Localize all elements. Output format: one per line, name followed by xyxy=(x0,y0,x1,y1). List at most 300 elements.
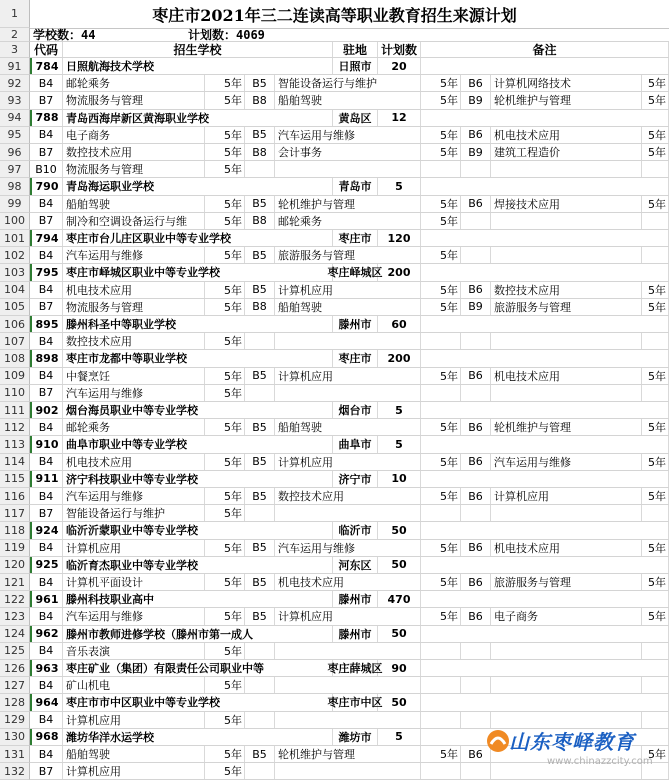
school-plan[interactable]: 12 xyxy=(378,110,421,126)
major-code[interactable]: B7 xyxy=(30,763,63,779)
row-number[interactable]: 129 xyxy=(0,712,30,729)
major-name[interactable] xyxy=(491,213,642,229)
major-code[interactable] xyxy=(461,505,491,521)
school-location[interactable]: 枣庄市 xyxy=(333,350,378,366)
school-code[interactable]: 795 xyxy=(30,264,63,280)
major-name[interactable]: 汽车运用与维修 xyxy=(63,385,205,401)
school-location[interactable]: 曲阜市 xyxy=(333,436,378,452)
major-code[interactable]: B4 xyxy=(30,454,63,470)
school-remark[interactable] xyxy=(421,264,669,280)
major-years[interactable]: 5年 xyxy=(205,488,245,504)
major-code[interactable]: B4 xyxy=(30,368,63,384)
major-years[interactable] xyxy=(642,247,669,263)
major-code[interactable]: B4 xyxy=(30,488,63,504)
school-location[interactable]: 烟台市 xyxy=(333,402,378,418)
major-years[interactable]: 5年 xyxy=(205,333,245,349)
major-name[interactable]: 汽车运用与维修 xyxy=(63,608,205,624)
major-code[interactable]: B9 xyxy=(461,144,491,160)
major-name[interactable]: 船舶驾驶 xyxy=(275,419,421,435)
row-number[interactable]: 109 xyxy=(0,368,30,385)
major-years[interactable]: 5年 xyxy=(205,144,245,160)
school-code[interactable]: 895 xyxy=(30,316,63,332)
major-name[interactable] xyxy=(491,643,642,659)
major-code[interactable]: B6 xyxy=(461,574,491,590)
school-location[interactable]: 枣庄市中区 xyxy=(333,694,378,710)
row-number[interactable]: 130 xyxy=(0,729,30,746)
major-name[interactable]: 轮机维护与管理 xyxy=(491,92,642,108)
major-code[interactable] xyxy=(461,161,491,177)
major-name[interactable]: 建筑工程造价 xyxy=(491,144,642,160)
major-years[interactable]: 5年 xyxy=(642,127,669,143)
major-name[interactable]: 船舶驾驶 xyxy=(275,92,421,108)
school-name[interactable]: 曲阜市职业中等专业学校 xyxy=(63,436,333,452)
school-name[interactable]: 枣庄市峄城区职业中等专业学校 xyxy=(63,264,333,280)
major-years[interactable]: 5年 xyxy=(642,282,669,298)
school-plan[interactable]: 5 xyxy=(378,729,421,745)
school-code[interactable]: 790 xyxy=(30,178,63,194)
row-number[interactable]: 112 xyxy=(0,419,30,436)
row-number[interactable]: 114 xyxy=(0,454,30,471)
school-name[interactable]: 滕州科技职业高中 xyxy=(63,591,333,607)
major-years[interactable]: 5年 xyxy=(421,127,461,143)
school-name[interactable]: 枣庄市龙都中等职业学校 xyxy=(63,350,333,366)
major-name[interactable]: 旅游服务与管理 xyxy=(491,299,642,315)
major-name[interactable] xyxy=(491,385,642,401)
major-name[interactable]: 计算机应用 xyxy=(63,540,205,556)
major-name[interactable]: 汽车运用与维修 xyxy=(63,247,205,263)
major-code[interactable]: B4 xyxy=(30,333,63,349)
major-name[interactable]: 旅游服务与管理 xyxy=(275,247,421,263)
major-years[interactable]: 5年 xyxy=(205,213,245,229)
school-location[interactable]: 枣庄市 xyxy=(333,230,378,246)
row-number[interactable]: 120 xyxy=(0,557,30,574)
school-name[interactable]: 青岛西海岸新区黄海职业学校 xyxy=(63,110,333,126)
school-remark[interactable] xyxy=(421,694,669,710)
row-number[interactable]: 124 xyxy=(0,626,30,643)
major-code[interactable]: B5 xyxy=(245,196,275,212)
major-years[interactable]: 5年 xyxy=(205,763,245,779)
major-years[interactable] xyxy=(421,505,461,521)
major-code[interactable]: B9 xyxy=(461,299,491,315)
major-years[interactable]: 5年 xyxy=(421,282,461,298)
row-number[interactable]: 127 xyxy=(0,677,30,694)
major-years[interactable] xyxy=(421,677,461,693)
major-code[interactable]: B4 xyxy=(30,282,63,298)
school-remark[interactable] xyxy=(421,436,669,452)
major-years[interactable]: 5年 xyxy=(421,746,461,762)
major-name[interactable]: 计算机应用 xyxy=(275,282,421,298)
major-name[interactable]: 智能设备运行与维护 xyxy=(275,75,421,91)
major-code[interactable]: B4 xyxy=(30,196,63,212)
major-name[interactable]: 计算机应用 xyxy=(275,368,421,384)
major-name[interactable] xyxy=(275,505,421,521)
school-code[interactable]: 784 xyxy=(30,58,63,74)
row-number[interactable]: 3 xyxy=(0,42,30,58)
major-code[interactable]: B6 xyxy=(461,75,491,91)
major-years[interactable]: 5年 xyxy=(205,505,245,521)
major-code[interactable]: B6 xyxy=(461,746,491,762)
row-number[interactable]: 94 xyxy=(0,110,30,127)
major-name[interactable]: 计算机应用 xyxy=(275,454,421,470)
major-years[interactable] xyxy=(421,385,461,401)
school-location[interactable]: 潍坊市 xyxy=(333,729,378,745)
school-remark[interactable] xyxy=(421,230,669,246)
major-name[interactable] xyxy=(275,712,421,728)
major-years[interactable]: 5年 xyxy=(421,213,461,229)
major-code[interactable]: B5 xyxy=(245,419,275,435)
major-years[interactable]: 5年 xyxy=(421,574,461,590)
major-code[interactable]: B4 xyxy=(30,712,63,728)
school-plan[interactable]: 50 xyxy=(378,557,421,573)
major-code[interactable]: B6 xyxy=(461,540,491,556)
major-name[interactable]: 计算机应用 xyxy=(275,608,421,624)
major-code[interactable]: B8 xyxy=(245,92,275,108)
major-code[interactable]: B7 xyxy=(30,505,63,521)
row-number[interactable]: 105 xyxy=(0,299,30,316)
major-code[interactable]: B8 xyxy=(245,144,275,160)
school-location[interactable]: 青岛市 xyxy=(333,178,378,194)
school-location[interactable]: 河东区 xyxy=(333,557,378,573)
major-years[interactable]: 5年 xyxy=(205,608,245,624)
major-code[interactable]: B5 xyxy=(245,127,275,143)
major-code[interactable]: B4 xyxy=(30,677,63,693)
major-code[interactable]: B7 xyxy=(30,92,63,108)
row-number[interactable]: 95 xyxy=(0,127,30,144)
major-code[interactable] xyxy=(461,385,491,401)
major-name[interactable] xyxy=(491,247,642,263)
school-name[interactable]: 滕州市教师进修学校（滕州市第一成人 xyxy=(63,626,333,642)
major-code[interactable]: B5 xyxy=(245,540,275,556)
major-code[interactable] xyxy=(245,712,275,728)
major-code[interactable]: B8 xyxy=(245,299,275,315)
major-name[interactable]: 计算机应用 xyxy=(63,763,205,779)
school-plan[interactable]: 60 xyxy=(378,316,421,332)
major-name[interactable]: 汽车运用与维修 xyxy=(275,127,421,143)
major-years[interactable] xyxy=(421,333,461,349)
major-code[interactable] xyxy=(245,643,275,659)
major-years[interactable] xyxy=(642,643,669,659)
major-name[interactable]: 电子商务 xyxy=(63,127,205,143)
row-number[interactable]: 131 xyxy=(0,746,30,763)
row-number[interactable]: 1 xyxy=(0,0,30,28)
school-plan[interactable]: 50 xyxy=(378,694,421,710)
major-years[interactable]: 5年 xyxy=(205,161,245,177)
major-name[interactable]: 矿山机电 xyxy=(63,677,205,693)
major-years[interactable]: 5年 xyxy=(421,368,461,384)
school-location[interactable]: 枣庄峄城区 xyxy=(333,264,378,280)
major-years[interactable]: 5年 xyxy=(642,574,669,590)
school-location[interactable]: 滕州市 xyxy=(333,316,378,332)
major-name[interactable]: 数控技术应用 xyxy=(491,282,642,298)
school-name[interactable]: 青岛海运职业学校 xyxy=(63,178,333,194)
major-years[interactable]: 5年 xyxy=(205,574,245,590)
major-name[interactable]: 邮轮乘务 xyxy=(63,75,205,91)
row-number[interactable]: 93 xyxy=(0,92,30,109)
major-name[interactable]: 焊接技术应用 xyxy=(491,196,642,212)
major-name[interactable]: 电子商务 xyxy=(491,608,642,624)
major-name[interactable]: 机电技术应用 xyxy=(63,454,205,470)
school-plan[interactable]: 20 xyxy=(378,58,421,74)
school-name[interactable]: 临沂育杰职业中等专业学校 xyxy=(63,557,333,573)
major-name[interactable]: 船舶驾驶 xyxy=(63,746,205,762)
major-name[interactable]: 会计事务 xyxy=(275,144,421,160)
major-name[interactable]: 音乐表演 xyxy=(63,643,205,659)
row-number[interactable]: 126 xyxy=(0,660,30,677)
major-years[interactable]: 5年 xyxy=(642,75,669,91)
major-name[interactable]: 船舶驾驶 xyxy=(63,196,205,212)
row-number[interactable]: 116 xyxy=(0,488,30,505)
major-years[interactable]: 5年 xyxy=(421,419,461,435)
major-name[interactable]: 轮机维护与管理 xyxy=(275,196,421,212)
school-plan[interactable]: 120 xyxy=(378,230,421,246)
major-years[interactable]: 5年 xyxy=(421,196,461,212)
school-remark[interactable] xyxy=(421,350,669,366)
school-plan[interactable]: 200 xyxy=(378,264,421,280)
major-name[interactable] xyxy=(491,333,642,349)
major-years[interactable] xyxy=(642,161,669,177)
row-number[interactable]: 132 xyxy=(0,763,30,780)
school-code[interactable]: 963 xyxy=(30,660,63,676)
major-name[interactable]: 机电技术应用 xyxy=(491,540,642,556)
major-years[interactable]: 5年 xyxy=(205,712,245,728)
row-number[interactable]: 117 xyxy=(0,505,30,522)
major-years[interactable]: 5年 xyxy=(642,608,669,624)
row-number[interactable]: 122 xyxy=(0,591,30,608)
major-code[interactable]: B10 xyxy=(30,161,63,177)
major-code[interactable] xyxy=(245,161,275,177)
major-name[interactable]: 旅游服务与管理 xyxy=(491,574,642,590)
major-code[interactable]: B6 xyxy=(461,488,491,504)
school-remark[interactable] xyxy=(421,178,669,194)
school-code[interactable]: 964 xyxy=(30,694,63,710)
major-years[interactable]: 5年 xyxy=(421,247,461,263)
school-remark[interactable] xyxy=(421,402,669,418)
school-code[interactable]: 902 xyxy=(30,402,63,418)
major-code[interactable]: B4 xyxy=(30,643,63,659)
major-years[interactable]: 5年 xyxy=(205,419,245,435)
major-years[interactable] xyxy=(642,333,669,349)
row-number[interactable]: 121 xyxy=(0,574,30,591)
row-number[interactable]: 102 xyxy=(0,247,30,264)
major-code[interactable]: B5 xyxy=(245,574,275,590)
major-years[interactable]: 5年 xyxy=(205,368,245,384)
school-plan[interactable]: 50 xyxy=(378,626,421,642)
row-number[interactable]: 96 xyxy=(0,144,30,161)
school-remark[interactable] xyxy=(421,591,669,607)
major-code[interactable]: B4 xyxy=(30,608,63,624)
row-number[interactable]: 98 xyxy=(0,178,30,195)
school-location[interactable]: 黄岛区 xyxy=(333,110,378,126)
major-code[interactable] xyxy=(245,505,275,521)
major-years[interactable] xyxy=(642,505,669,521)
school-location[interactable]: 滕州市 xyxy=(333,626,378,642)
row-number[interactable]: 113 xyxy=(0,436,30,453)
major-name[interactable] xyxy=(491,677,642,693)
school-remark[interactable] xyxy=(421,316,669,332)
school-code[interactable]: 911 xyxy=(30,471,63,487)
major-years[interactable]: 5年 xyxy=(642,540,669,556)
school-code[interactable]: 962 xyxy=(30,626,63,642)
major-years[interactable]: 5年 xyxy=(642,454,669,470)
major-years[interactable]: 5年 xyxy=(205,282,245,298)
major-name[interactable] xyxy=(275,763,421,779)
major-code[interactable]: B5 xyxy=(245,454,275,470)
school-name[interactable]: 枣庄市台儿庄区职业中等专业学校 xyxy=(63,230,333,246)
major-code[interactable]: B7 xyxy=(30,385,63,401)
major-code[interactable]: B8 xyxy=(245,213,275,229)
header-location[interactable]: 驻地 xyxy=(333,42,378,57)
school-name[interactable]: 枣庄市市中区职业中等专业学校 xyxy=(63,694,333,710)
school-location[interactable]: 滕州市 xyxy=(333,591,378,607)
major-years[interactable] xyxy=(642,213,669,229)
row-number[interactable]: 99 xyxy=(0,196,30,213)
school-code[interactable]: 968 xyxy=(30,729,63,745)
row-number[interactable]: 125 xyxy=(0,643,30,660)
school-name[interactable]: 日照航海技术学校 xyxy=(63,58,333,74)
major-code[interactable]: B4 xyxy=(30,540,63,556)
major-years[interactable] xyxy=(421,763,461,779)
school-remark[interactable] xyxy=(421,110,669,126)
major-years[interactable]: 5年 xyxy=(205,385,245,401)
major-code[interactable] xyxy=(461,677,491,693)
row-number[interactable]: 91 xyxy=(0,58,30,75)
school-code[interactable]: 898 xyxy=(30,350,63,366)
major-code[interactable]: B4 xyxy=(30,127,63,143)
major-name[interactable]: 计算机平面设计 xyxy=(63,574,205,590)
major-name[interactable]: 物流服务与管理 xyxy=(63,299,205,315)
row-number[interactable]: 115 xyxy=(0,471,30,488)
school-location[interactable]: 济宁市 xyxy=(333,471,378,487)
major-years[interactable]: 5年 xyxy=(421,488,461,504)
school-name[interactable]: 烟台海员职业中等专业学校 xyxy=(63,402,333,418)
major-name[interactable] xyxy=(491,161,642,177)
major-name[interactable]: 船舶驾驶 xyxy=(275,299,421,315)
major-years[interactable]: 5年 xyxy=(642,746,669,762)
major-years[interactable]: 5年 xyxy=(642,92,669,108)
major-code[interactable]: B5 xyxy=(245,488,275,504)
major-years[interactable]: 5年 xyxy=(205,299,245,315)
school-plan[interactable]: 90 xyxy=(378,660,421,676)
major-name[interactable] xyxy=(275,161,421,177)
major-code[interactable]: B4 xyxy=(30,419,63,435)
major-name[interactable]: 汽车运用与维修 xyxy=(491,454,642,470)
school-plan[interactable]: 200 xyxy=(378,350,421,366)
major-code[interactable] xyxy=(245,677,275,693)
major-code[interactable]: B6 xyxy=(461,282,491,298)
school-remark[interactable] xyxy=(421,626,669,642)
row-number[interactable]: 104 xyxy=(0,282,30,299)
major-name[interactable]: 物流服务与管理 xyxy=(63,161,205,177)
major-years[interactable]: 5年 xyxy=(642,488,669,504)
major-code[interactable]: B5 xyxy=(245,247,275,263)
major-code[interactable]: B6 xyxy=(461,196,491,212)
row-number[interactable]: 92 xyxy=(0,75,30,92)
major-years[interactable]: 5年 xyxy=(421,608,461,624)
major-name[interactable] xyxy=(491,505,642,521)
school-name[interactable]: 枣庄矿业（集团）有限责任公司职业中等 xyxy=(63,660,333,676)
major-code[interactable]: B6 xyxy=(461,454,491,470)
school-location[interactable]: 日照市 xyxy=(333,58,378,74)
major-name[interactable]: 邮轮乘务 xyxy=(275,213,421,229)
major-years[interactable]: 5年 xyxy=(205,540,245,556)
school-plan[interactable]: 5 xyxy=(378,436,421,452)
major-years[interactable]: 5年 xyxy=(421,299,461,315)
major-name[interactable]: 邮轮乘务 xyxy=(63,419,205,435)
major-name[interactable]: 数控技术应用 xyxy=(63,333,205,349)
major-code[interactable] xyxy=(461,643,491,659)
major-name[interactable] xyxy=(275,385,421,401)
school-count[interactable]: 学校数：44 xyxy=(33,28,96,42)
major-years[interactable]: 5年 xyxy=(421,75,461,91)
major-years[interactable]: 5年 xyxy=(205,92,245,108)
school-remark[interactable] xyxy=(421,58,669,74)
school-code[interactable]: 910 xyxy=(30,436,63,452)
major-name[interactable]: 中餐烹饪 xyxy=(63,368,205,384)
major-name[interactable] xyxy=(275,643,421,659)
major-name[interactable]: 机电技术应用 xyxy=(491,127,642,143)
major-name[interactable]: 物流服务与管理 xyxy=(63,92,205,108)
row-number[interactable]: 108 xyxy=(0,350,30,367)
row-number[interactable]: 107 xyxy=(0,333,30,350)
school-remark[interactable] xyxy=(421,660,669,676)
row-number[interactable]: 128 xyxy=(0,694,30,711)
major-code[interactable]: B7 xyxy=(30,144,63,160)
school-remark[interactable] xyxy=(421,557,669,573)
row-number[interactable]: 123 xyxy=(0,608,30,625)
row-number[interactable]: 118 xyxy=(0,522,30,539)
major-code[interactable]: B7 xyxy=(30,299,63,315)
major-years[interactable] xyxy=(421,643,461,659)
school-name[interactable]: 临沂沂蒙职业中等专业学校 xyxy=(63,522,333,538)
major-code[interactable]: B5 xyxy=(245,746,275,762)
plan-count[interactable]: 计划数：4069 xyxy=(188,28,265,42)
major-code[interactable]: B4 xyxy=(30,746,63,762)
major-name[interactable]: 数控技术应用 xyxy=(275,488,421,504)
major-name[interactable]: 汽车运用与维修 xyxy=(275,540,421,556)
school-code[interactable]: 925 xyxy=(30,557,63,573)
major-name[interactable]: 制冷和空调设备运行与维 xyxy=(63,213,205,229)
row-number[interactable]: 100 xyxy=(0,213,30,230)
school-code[interactable]: 961 xyxy=(30,591,63,607)
major-name[interactable]: 机电技术应用 xyxy=(63,282,205,298)
major-years[interactable]: 5年 xyxy=(421,540,461,556)
row-number[interactable]: 111 xyxy=(0,402,30,419)
school-location[interactable]: 临沂市 xyxy=(333,522,378,538)
major-years[interactable]: 5年 xyxy=(642,299,669,315)
row-number[interactable]: 2 xyxy=(0,28,30,42)
major-name[interactable]: 轮机维护与管理 xyxy=(275,746,421,762)
major-code[interactable]: B5 xyxy=(245,75,275,91)
row-number[interactable]: 106 xyxy=(0,316,30,333)
major-code[interactable]: B6 xyxy=(461,608,491,624)
school-location[interactable]: 枣庄薛城区 xyxy=(333,660,378,676)
row-number[interactable]: 110 xyxy=(0,385,30,402)
header-school[interactable]: 招生学校 xyxy=(63,42,333,57)
school-code[interactable]: 788 xyxy=(30,110,63,126)
major-years[interactable]: 5年 xyxy=(642,144,669,160)
major-years[interactable]: 5年 xyxy=(421,92,461,108)
school-name[interactable]: 济宁科技职业中等专业学校 xyxy=(63,471,333,487)
major-code[interactable]: B5 xyxy=(245,368,275,384)
major-code[interactable]: B4 xyxy=(30,574,63,590)
major-code[interactable]: B4 xyxy=(30,75,63,91)
school-plan[interactable]: 50 xyxy=(378,522,421,538)
header-plan[interactable]: 计划数 xyxy=(378,42,421,57)
major-years[interactable]: 5年 xyxy=(642,196,669,212)
major-years[interactable] xyxy=(642,677,669,693)
major-code[interactable]: B6 xyxy=(461,127,491,143)
school-remark[interactable] xyxy=(421,471,669,487)
